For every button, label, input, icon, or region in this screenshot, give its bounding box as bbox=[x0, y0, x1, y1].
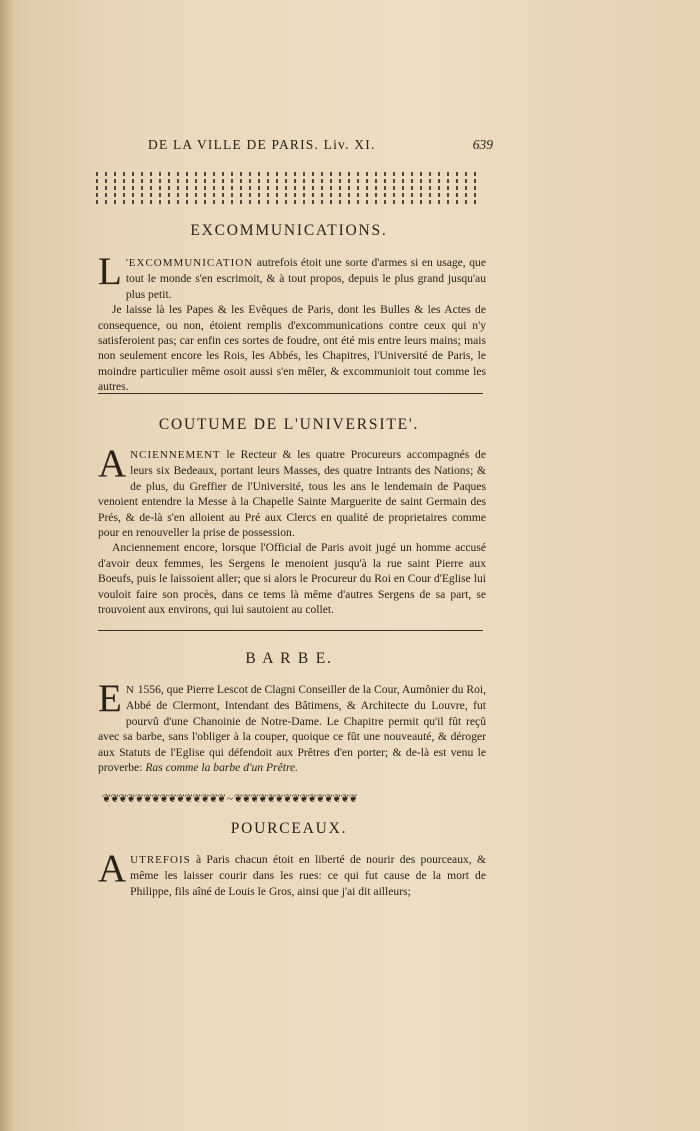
drop-cap: A bbox=[98, 442, 127, 485]
section-excommunications bbox=[98, 250, 486, 395]
paragraph-text: le Recteur & les quatre Procureurs accompagnés de leurs six Bedeaux, portant leurs Masses, des quatre Intrants des Nations; & de plus, du Greffier de l'Université, tous les ans le lendemain de Paques venoient entendre la Messe à la Chapelle Sainte Marguerite de saint Germain des Prés, & de-là s'en alloient au Pré aux Clercs en qualité de proprietaires comme pour en renouveller la prise de possession. bbox=[98, 448, 486, 540]
drop-cap: L bbox=[98, 250, 122, 293]
paragraph bbox=[98, 847, 486, 899]
heading-pourceaux: POURCEAUX. bbox=[230, 820, 348, 837]
paragraph: Je laisse là les Papes & les Evêques de Paris, dont les Bulles & les Actes de consequence, ou non, étoient remplis d'excommunications contre ceux qui n'y satisferoient pas; car enfin ces sortes de foudre, ont été mis entre leurs mains; mais non seulement encore les Rois, les Abbés, les Chapitres, l'Université de Paris, le moindre particulier même osoit aussi s'en mêler, & excommunioit tout comme les autres. bbox=[98, 303, 486, 394]
lead-word: UTREFOIS bbox=[130, 854, 191, 866]
paragraph: Anciennement encore, lorsque l'Official de Paris avoit jugé un homme accusé d'avoir deux femmes, les Sergens le menoient jusqu'à la rue saint Pierre aux Boeufs, puis le laissoient aller; que si alors le Procureur du Roi en Cour d'Eglise lui vouloit faire son procès, dans ce tems là même d'autres Sergens de sa part, se trouvoient aux environs, qui lui sautoient au collet. bbox=[98, 541, 486, 617]
section-rule bbox=[98, 630, 483, 631]
proverb: Ras comme la barbe d'un Prêtre. bbox=[145, 761, 299, 775]
paragraph-text: autrefois étoit une sorte d'armes si en usage, que tout le monde s'en escrimoit, & à tout propos, depuis le plus grand jusqu'au plus petit. bbox=[125, 256, 486, 301]
heading-coutume: COUTUME DE L'UNIVERSITE'. bbox=[158, 416, 420, 433]
lead-word: NCIENNEMENT bbox=[130, 449, 221, 461]
headpiece-ornament bbox=[93, 172, 480, 204]
section-barbe bbox=[98, 677, 486, 775]
heading-barbe: B A R B E. bbox=[245, 650, 333, 667]
vine-ornament bbox=[102, 792, 490, 804]
lead-word: N bbox=[125, 684, 135, 696]
section-pourceaux bbox=[98, 847, 486, 899]
paragraph-text: 1556, que Pierre Lescot de Clagni Conseiller de la Cour, Aumônier du Roi, Abbé de Clermont, Intendant des Bâtimens, & Architecte du Louvre, fut pourvû d'une Chanoinie de Notre-Dame. Le Chapitre permit qu'il fût reçû avec sa barbe, sans l'obliger à la couper, quoique ce fût une nouveauté, & déroger aux Statuts de l'Eglise qui défendoit aux Prêtres d'en porter; & de-là est venu le proverbe: bbox=[98, 683, 486, 775]
running-head-title: DE LA VILLE DE PARIS. Liv. XI. bbox=[148, 137, 376, 152]
paragraph-text: à Paris chacun étoit en liberté de nourir des pourceaux, & même les laisser courir dans les rues: ce qui fut cause de la mort de Philippe, fils aîné de Louis le Gros, ainsi que j'ai dit ailleurs; bbox=[130, 853, 486, 898]
section-coutume bbox=[98, 442, 486, 617]
paragraph bbox=[98, 677, 486, 775]
vine-glyphs: ❦❦❦❦❦❦❦❦❦❦❦❦❦❦❦ ~ ❦❦❦❦❦❦❦❦❦❦❦❦❦❦❦ bbox=[102, 793, 357, 804]
paragraph bbox=[98, 442, 486, 540]
paragraph bbox=[98, 250, 486, 302]
page-number: 639 bbox=[472, 137, 493, 152]
section-rule bbox=[98, 393, 483, 394]
page-gutter bbox=[0, 0, 14, 1131]
heading-excommunications: EXCOMMUNICATIONS. bbox=[190, 222, 388, 239]
drop-cap: E bbox=[98, 677, 122, 720]
drop-cap: A bbox=[98, 847, 127, 890]
lead-word: 'EXCOMMUNICATION bbox=[125, 257, 254, 269]
running-head bbox=[148, 137, 493, 153]
